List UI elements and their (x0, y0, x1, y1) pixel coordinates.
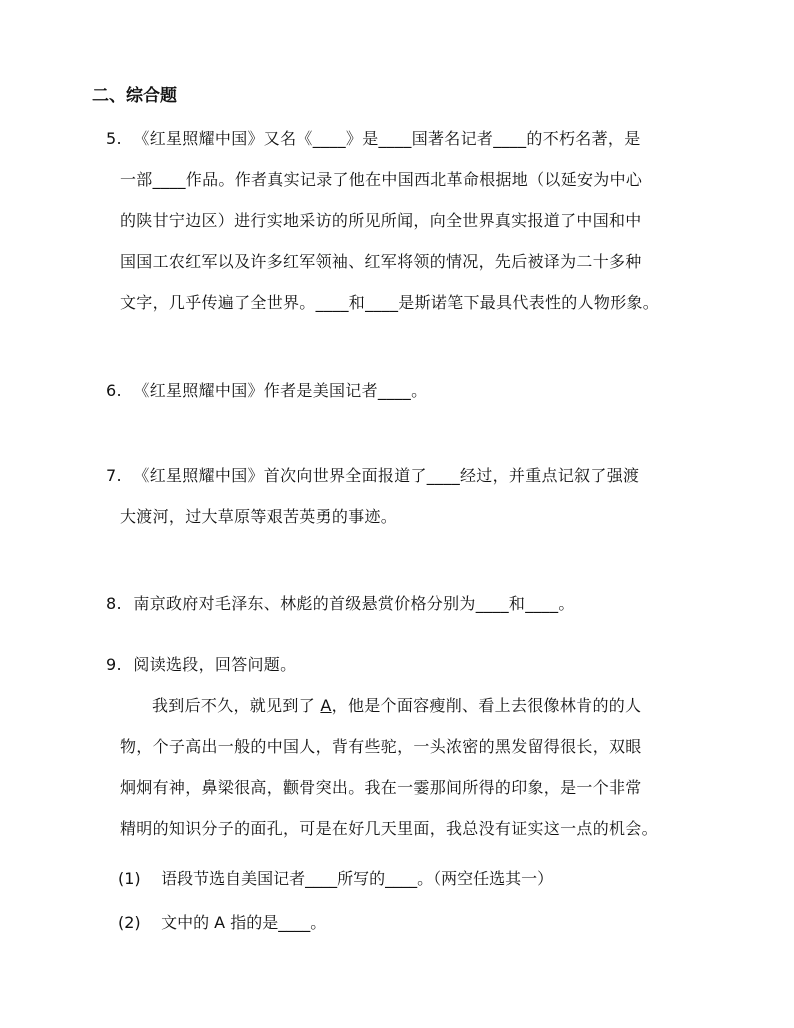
passage-line-4: 精明的知识分子的面孔，可是在好几天里面，我总没有证实这一点的机会。 (120, 819, 658, 838)
question-number: 8. (106, 594, 122, 613)
question-9-prompt-line (106, 644, 726, 685)
sub-question-label: (2) (118, 913, 141, 932)
sub-question-1 (118, 858, 553, 899)
sub-question-2 (118, 902, 326, 943)
question-text: 《红星照耀中国》首次向世界全面报道了____经过，并重点记叙了强渡 (133, 466, 640, 485)
question-5 (106, 118, 726, 323)
question-5-line-1 (106, 118, 726, 159)
passage-text: ，他是个面容瘦削、看上去很像林肯的的人 (331, 696, 642, 715)
question-9 (106, 644, 726, 849)
question-5-line-5: 文字，几乎传遍了全世界。____和____是斯诺笔下最具代表性的人物形象。 (120, 293, 660, 312)
question-7-line-2: 大渡河，过大草原等艰苦英勇的事迹。 (120, 507, 398, 526)
passage-line-1 (106, 685, 726, 726)
placeholder-a: A (320, 696, 332, 715)
question-number: 9. (106, 655, 122, 674)
sub-question-label: (1) (118, 869, 141, 888)
question-prompt: 阅读选段，回答问题。 (133, 655, 297, 674)
passage-line-2: 物，个子高出一般的中国人，背有些驼，一头浓密的黑发留得很长，双眼 (120, 737, 642, 756)
question-text: 《红星照耀中国》又名《____》是____国著名记者____的不朽名著，是 (133, 129, 641, 148)
passage-text: 我到后不久，就见到了 (152, 696, 321, 715)
sub-question-text: 文中的 A 指的是____。 (161, 913, 327, 932)
question-text: 南京政府对毛泽东、林彪的首级悬赏价格分别为____和____。 (133, 594, 575, 613)
question-text: 《红星照耀中国》作者是美国记者____。 (133, 381, 428, 400)
question-number: 5. (106, 129, 122, 148)
passage-line-3: 炯炯有神，鼻梁很高，颧骨突出。我在一霎那间所得的印象，是一个非常 (120, 778, 642, 797)
question-8 (106, 583, 726, 624)
question-5-line-2: 一部____作品。作者真实记录了他在中国西北革命根据地（以延安为中心 (120, 170, 643, 189)
question-7 (106, 455, 726, 537)
section-title: 二、综合题 (92, 86, 177, 106)
question-number: 6. (106, 381, 122, 400)
sub-question-text: 语段节选自美国记者____所写的____。（两空任选其一） (161, 869, 554, 888)
question-5-line-3: 的陕甘宁边区）进行实地采访的所见所闻，向全世界真实报道了中国和中 (120, 211, 642, 230)
question-6 (106, 370, 726, 411)
question-7-line-1 (106, 455, 726, 496)
question-5-line-4: 国国工农红军以及许多红军领袖、红军将领的情况，先后被译为二十多种 (120, 252, 642, 271)
question-number: 7. (106, 466, 122, 485)
